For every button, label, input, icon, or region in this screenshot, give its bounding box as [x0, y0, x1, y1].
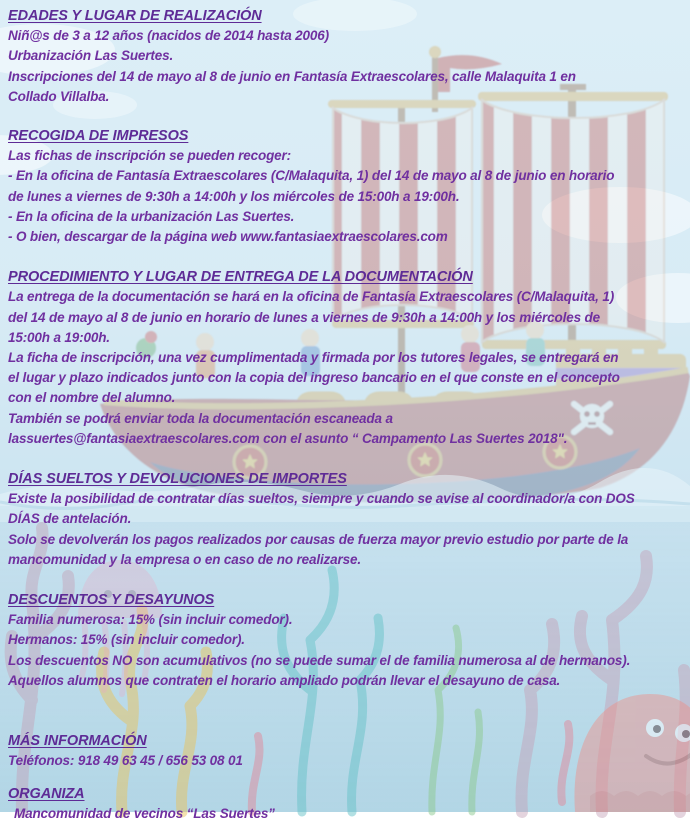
- section-organiza: [8, 784, 686, 824]
- email-address-text: lassuertes@fantasiaextraescolares.com con el asunto “ Campamento Las Suertes 2018".: [8, 430, 568, 446]
- section-edades-y-lugar: [8, 6, 686, 107]
- text-line: DÍAS de antelación.: [8, 511, 132, 527]
- text-line: Hermanos: 15% (sin incluir comedor).: [8, 632, 245, 648]
- text-line: Solo se devolverán los pagos realizados por causas de fuerza mayor previo estudio por parte de la: [8, 531, 629, 547]
- phone-numbers-text: Teléfonos: 918 49 63 45 / 656 53 08 01: [8, 753, 243, 769]
- section-procedimiento-entrega: [8, 267, 686, 449]
- text-line: Aquellos alumnos que contraten el horario ampliado podrán llevar el desayuno de casa.: [8, 672, 561, 688]
- section-heading: PROCEDIMIENTO Y LUGAR DE ENTREGA DE LA DOCUMENTACIÓN: [8, 269, 473, 286]
- section-heading: EDADES Y LUGAR DE REALIZACIÓN: [8, 8, 262, 24]
- section-heading: DÍAS SUELTOS Y DEVOLUCIONES DE IMPORTES: [8, 471, 347, 488]
- text-line: - En la oficina de la urbanización Las Suertes.: [8, 208, 295, 224]
- text-line: de lunes a viernes de 9:30h a 14:00h y los miércoles de 15:00h a 19:00h.: [8, 188, 460, 204]
- text-line: mancomunidad y la empresa o en caso de no realizarse.: [8, 551, 361, 567]
- text-line: Urbanización Las Suertes.: [8, 48, 174, 64]
- text-line: el lugar y plazo indicados junto con la copia del ingreso bancario en el que conste en el concepto: [8, 370, 620, 386]
- text-line: Collado Villalba.: [8, 88, 110, 104]
- text-line: Inscripciones del 14 de mayo al 8 de junio en Fantasía Extraescolares, calle Malaquita 1 en: [8, 68, 576, 84]
- text-line: del 14 de mayo al 8 de junio en horario de lunes a viernes de 9:30h a 14:00h y los miércoles de: [8, 309, 600, 325]
- organizer-name-text: Mancomunidad de vecinos “Las Suertes”: [14, 805, 275, 821]
- text-line: Familia numerosa: 15% (sin incluir comedor).: [8, 612, 293, 628]
- text-line: Las fichas de inscripción se pueden recoger:: [8, 148, 291, 164]
- text-line: También se podrá enviar toda la documentación escaneada a: [8, 410, 393, 426]
- section-mas-informacion: [8, 731, 686, 771]
- text-line: 15:00h a 19:00h.: [8, 329, 110, 345]
- text-line: Niñ@s de 3 a 12 años (nacidos de 2014 hasta 2006): [8, 28, 329, 44]
- section-heading: RECOGIDA DE IMPRESOS: [8, 128, 189, 145]
- section-dias-sueltos-devoluciones: [8, 469, 686, 570]
- website-url-text: - O bien, descargar de la página web www.fantasiaextraescolares.com: [8, 229, 448, 245]
- section-descuentos-y-desayunos: [8, 590, 686, 691]
- text-line: La entrega de la documentación se hará en la oficina de Fantasía Extraescolares (C/Malaquita, 1): [8, 289, 615, 305]
- text-line: Existe la posibilidad de contratar días sueltos, siempre y cuando se avise al coordinador/a con DOS: [8, 491, 635, 507]
- section-heading: ORGANIZA: [8, 785, 85, 802]
- text-line: La ficha de inscripción, una vez cumplimentada y firmada por los tutores legales, se entregará en: [8, 350, 619, 366]
- section-heading: MÁS INFORMACIÓN: [8, 733, 147, 750]
- text-line: con el nombre del alumno.: [8, 390, 176, 406]
- text-line: Los descuentos NO son acumulativos (no se puede sumar el de familia numerosa al de hermanos).: [8, 652, 631, 668]
- section-recogida-de-impresos: [8, 126, 686, 247]
- text-line: - En la oficina de Fantasía Extraescolares (C/Malaquita, 1) del 14 de mayo al 8 de junio en horario: [8, 168, 615, 184]
- section-heading: DESCUENTOS Y DESAYUNOS: [8, 592, 215, 609]
